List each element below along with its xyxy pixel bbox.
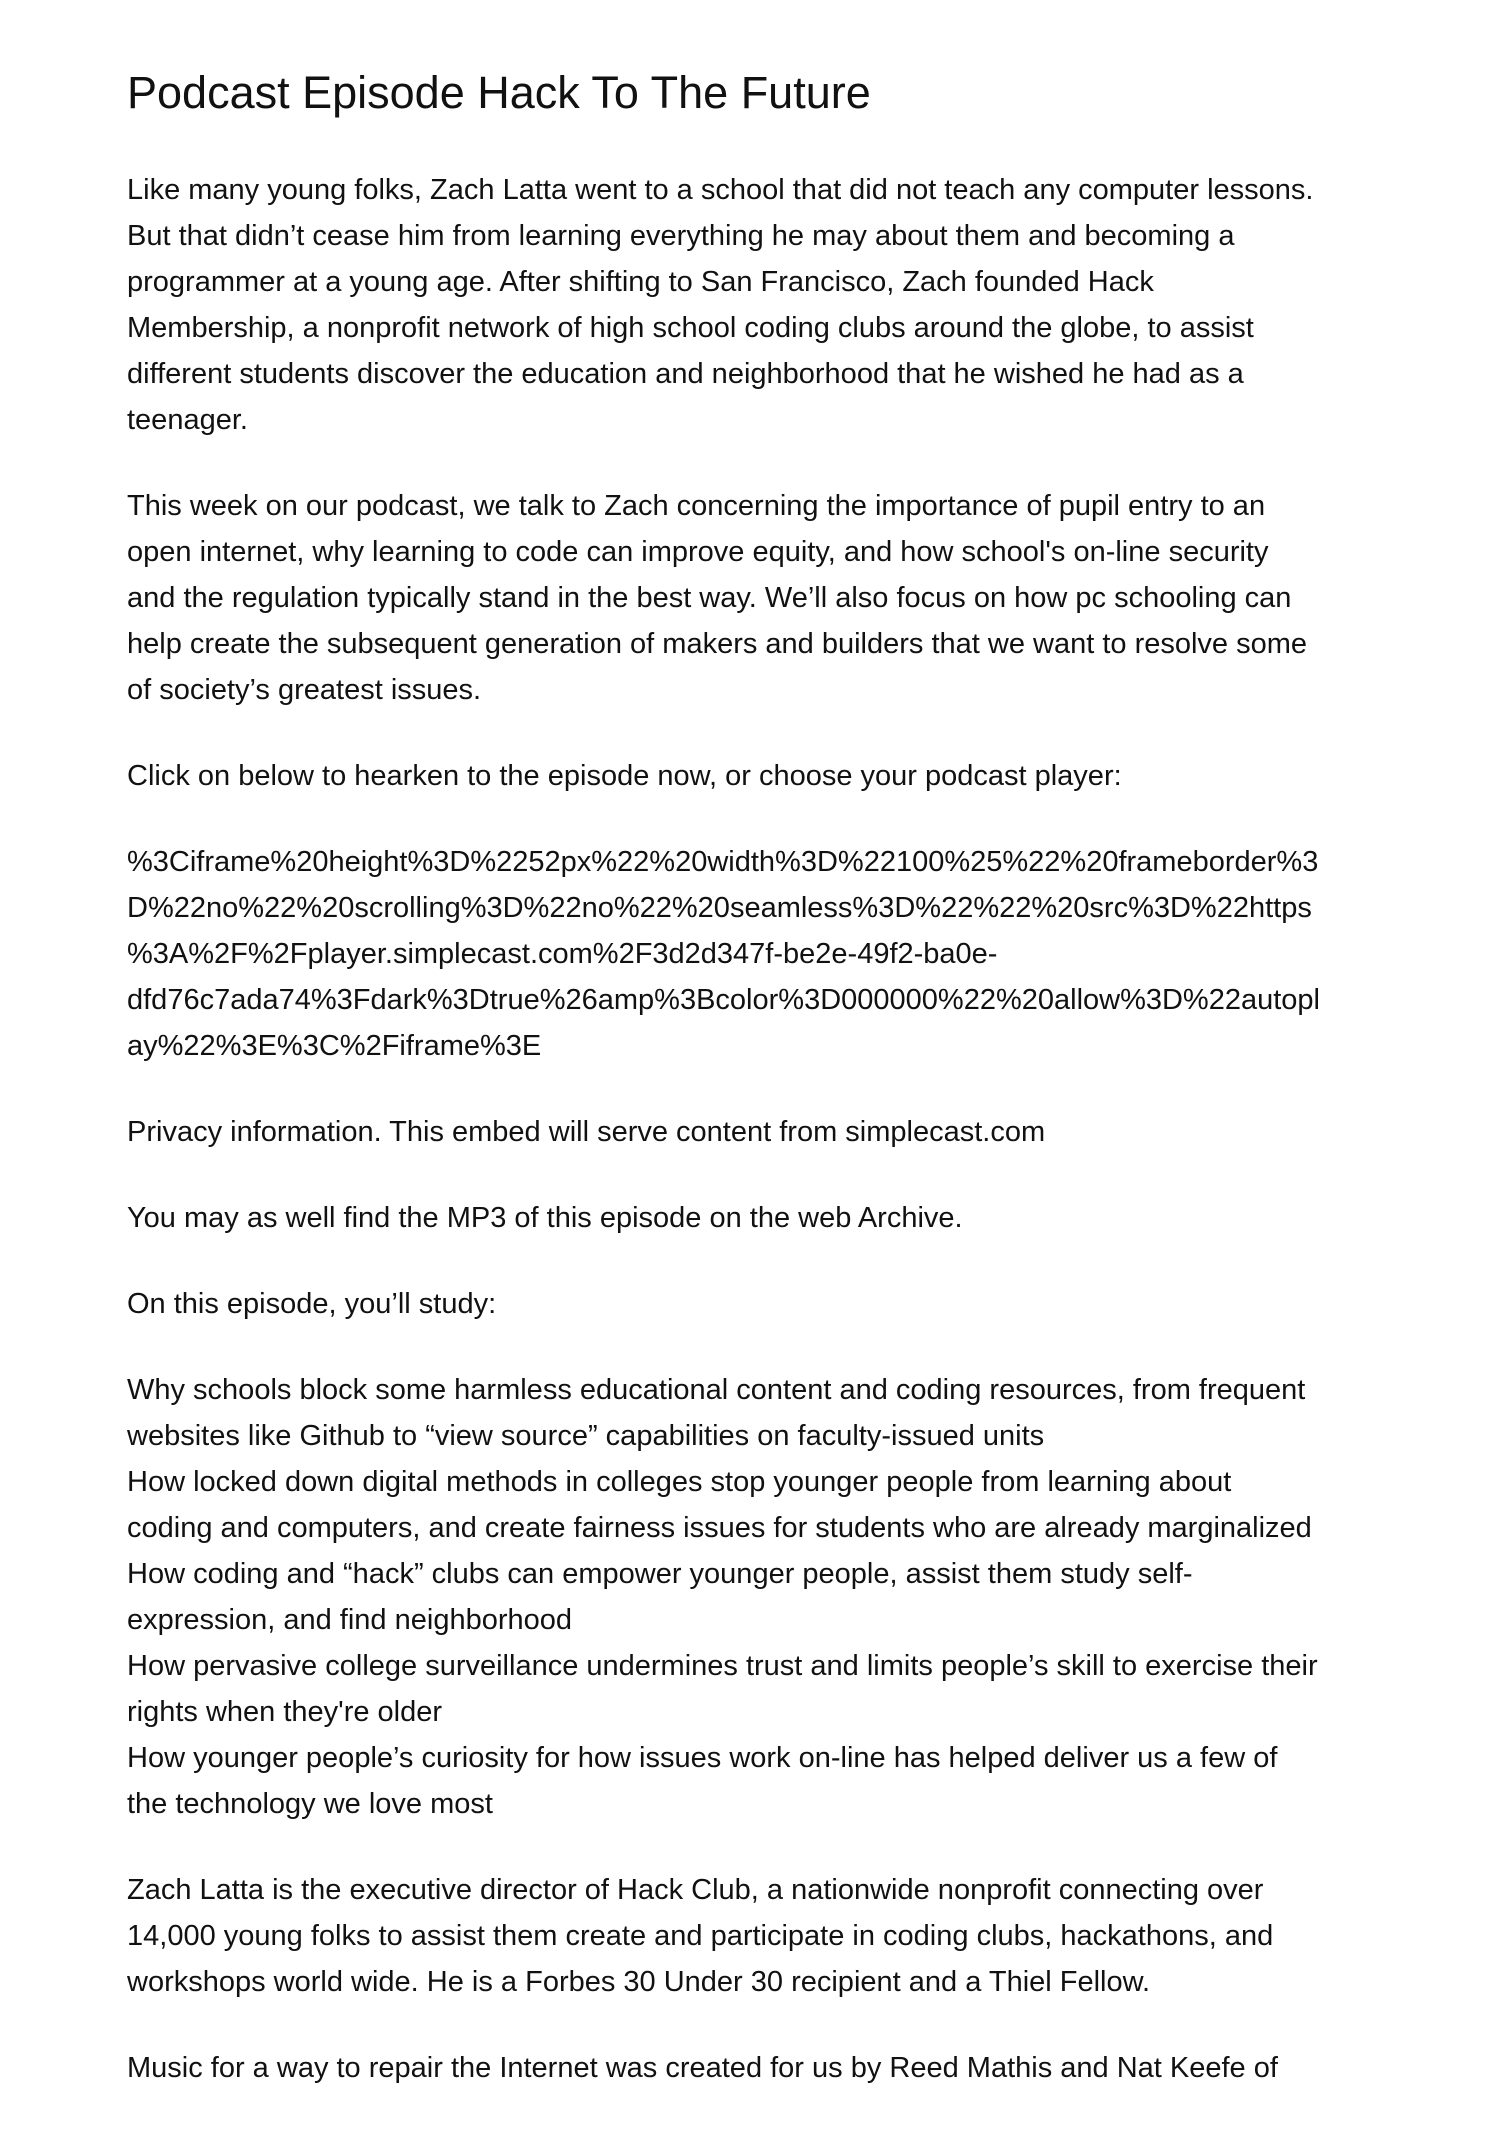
paragraph [127, 1867, 1407, 2005]
text-line: On this episode, you’ll study: [127, 1288, 497, 1320]
page-title: Podcast Episode Hack To The Future [127, 67, 871, 118]
text-line: expression, and find neighborhood [127, 1604, 572, 1636]
text-line: You may as well find the MP3 of this episode on the web Archive. [127, 1202, 963, 1234]
text-line: programmer at a young age. After shifting to San Francisco, Zach founded Hack [127, 266, 1154, 298]
text-line: Membership, a nonprofit network of high school coding clubs around the globe, to assist [127, 312, 1254, 344]
text-line: open internet, why learning to code can improve equity, and how school's on-line security [127, 536, 1269, 568]
paragraph [127, 483, 1407, 713]
text-line: and the regulation typically stand in the best way. We’ll also focus on how pc schooling can [127, 582, 1292, 614]
text-line: rights when they're older [127, 1696, 443, 1728]
text-line: How coding and “hack” clubs can empower younger people, assist them study self- [127, 1558, 1193, 1590]
paragraph [127, 839, 1407, 1069]
paragraph [127, 1195, 1407, 1241]
text-line: of society’s greatest issues. [127, 674, 482, 706]
text-line: coding and computers, and create fairness issues for students who are already marginalized [127, 1512, 1312, 1544]
text-line: How younger people’s curiosity for how issues work on-line has helped deliver us a few of [127, 1742, 1278, 1774]
paragraph [127, 1281, 1407, 1327]
text-line: Music for a way to repair the Internet was created for us by Reed Mathis and Nat Keefe of [127, 2052, 1278, 2084]
paragraph [127, 753, 1407, 799]
article-body [127, 167, 1407, 2131]
list-item [127, 1735, 1407, 1827]
text-line: But that didn’t cease him from learning everything he may about them and becoming a [127, 220, 1235, 252]
list-item [127, 1551, 1407, 1643]
text-line: teenager. [127, 404, 248, 436]
text-line: Privacy information. This embed will serve content from simplecast.com [127, 1116, 1046, 1148]
text-line: Zach Latta is the executive director of Hack Club, a nationwide nonprofit connecting over [127, 1874, 1264, 1906]
text-line: help create the subsequent generation of makers and builders that we want to resolve some [127, 628, 1308, 660]
text-line: %3A%2F%2Fplayer.simplecast.com%2F3d2d347f-be2e-49f2-ba0e- [127, 938, 998, 970]
text-line: different students discover the education and neighborhood that he wished he had as a [127, 358, 1244, 390]
paragraph [127, 2045, 1407, 2091]
text-line: dfd76c7ada74%3Fdark%3Dtrue%26amp%3Bcolor%3D000000%22%20allow%3D%22autopl [127, 984, 1320, 1016]
paragraph [127, 1109, 1407, 1155]
text-line: Why schools block some harmless educational content and coding resources, from frequent [127, 1374, 1306, 1406]
text-line: workshops world wide. He is a Forbes 30 Under 30 recipient and a Thiel Fellow. [127, 1966, 1151, 1998]
list-item [127, 1643, 1407, 1735]
text-line: D%22no%22%20scrolling%3D%22no%22%20seamless%3D%22%22%20src%3D%22https [127, 892, 1312, 924]
text-line: This week on our podcast, we talk to Zach concerning the importance of pupil entry to an [127, 490, 1266, 522]
text-line: websites like Github to “view source” capabilities on faculty-issued units [127, 1420, 1045, 1452]
text-line: %3Ciframe%20height%3D%2252px%22%20width%3D%22100%25%22%20frameborder%3 [127, 846, 1319, 878]
text-line: Like many young folks, Zach Latta went to a school that did not teach any computer lessons. [127, 174, 1314, 206]
topic-list [127, 1367, 1407, 1827]
list-item [127, 1367, 1407, 1459]
text-line: Click on below to hearken to the episode now, or choose your podcast player: [127, 760, 1122, 792]
text-line: 14,000 young folks to assist them create and participate in coding clubs, hackathons, and [127, 1920, 1274, 1952]
text-line: How pervasive college surveillance undermines trust and limits people’s skill to exercise their [127, 1650, 1318, 1682]
paragraph [127, 167, 1407, 443]
text-line: the technology we love most [127, 1788, 493, 1820]
text-line: How locked down digital methods in colleges stop younger people from learning about [127, 1466, 1232, 1498]
text-line: ay%22%3E%3C%2Fiframe%3E [127, 1030, 542, 1062]
list-item [127, 1459, 1407, 1551]
